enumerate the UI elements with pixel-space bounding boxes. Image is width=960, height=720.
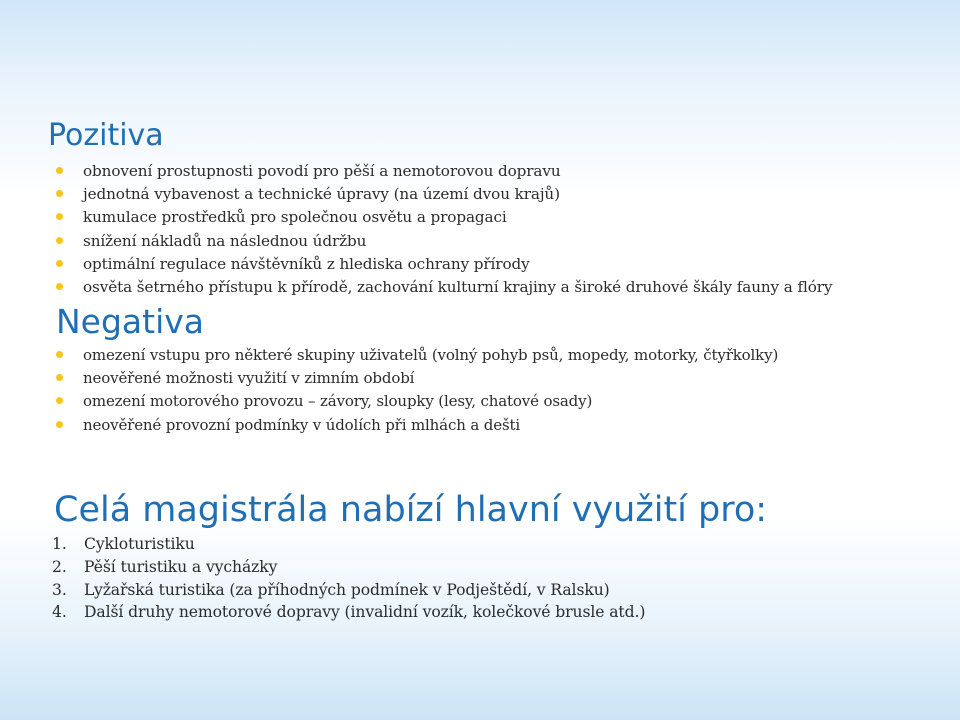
- list-item: [56, 230, 832, 253]
- list-number: 2.: [52, 557, 67, 576]
- negativa-list: [56, 344, 778, 437]
- bullet-icon: [56, 237, 63, 244]
- list-item-text: omezení motorového provozu – závory, sloupky (lesy, chatové osady): [83, 392, 593, 411]
- list-item-text: omezení vstupu pro některé skupiny uživatelů (volný pohyb psů, mopedy, motorky, čtyřkolky): [83, 346, 779, 364]
- list-item: [52, 601, 645, 624]
- list-item-text: optimální regulace návštěvníků z hlediska ochrany přírody: [83, 254, 530, 273]
- list-item: [56, 183, 832, 206]
- bullet-icon: [56, 213, 63, 220]
- list-item: [56, 367, 778, 390]
- list-item-text: Lyžařská turistika (za příhodných podmínek v Podještědí, v Ralsku): [84, 580, 610, 599]
- list-item: [56, 206, 832, 229]
- bullet-icon: [56, 190, 63, 197]
- list-item-text: neověřené možnosti využití v zimním období: [83, 369, 415, 388]
- heading-magistrala: Celá magistrála nabízí hlavní využití pro:: [54, 490, 768, 530]
- bullet-icon: [56, 374, 63, 381]
- heading-negativa: Negativa: [56, 302, 205, 341]
- list-item-text: neověřené provozní podmínky v údolích při mlhách a dešti: [83, 415, 521, 434]
- bullet-icon: [56, 351, 63, 358]
- list-item: [56, 390, 778, 413]
- list-item-text: obnovení prostupnosti povodí pro pěší a nemotorovou dopravu: [83, 162, 561, 180]
- list-item: [56, 276, 832, 299]
- heading-pozitiva: Pozitiva: [48, 118, 164, 153]
- list-item: [56, 253, 832, 276]
- magistrala-list: [52, 533, 645, 624]
- list-item-text: jednotná vybavenost a technické úpravy (na území dvou krajů): [83, 185, 560, 204]
- list-number: 1.: [52, 535, 67, 553]
- list-number: 3.: [52, 580, 67, 599]
- bullet-icon: [56, 397, 63, 404]
- list-item: [52, 533, 645, 556]
- bullet-icon: [56, 421, 63, 428]
- list-item-text: Cykloturistiku: [84, 535, 195, 553]
- list-number: 4.: [52, 603, 67, 622]
- list-item: [56, 344, 778, 367]
- pozitiva-list: [56, 160, 832, 299]
- list-item: [52, 579, 645, 602]
- list-item: [52, 556, 645, 579]
- bullet-icon: [56, 167, 63, 174]
- list-item-text: snížení nákladů na následnou údržbu: [83, 231, 367, 250]
- list-item-text: Další druhy nemotorové dopravy (invalidní vozík, kolečkové brusle atd.): [84, 603, 646, 622]
- list-item-text: osvěta šetrného přístupu k přírodě, zachování kulturní krajiny a široké druhové škály fauny a flóry: [83, 278, 833, 297]
- list-item: [56, 414, 778, 437]
- list-item-text: kumulace prostředků pro společnou osvětu a propagaci: [83, 208, 507, 227]
- bullet-icon: [56, 260, 63, 267]
- list-item: [56, 160, 832, 183]
- list-item-text: Pěší turistiku a vycházky: [84, 557, 278, 576]
- bullet-icon: [56, 283, 63, 290]
